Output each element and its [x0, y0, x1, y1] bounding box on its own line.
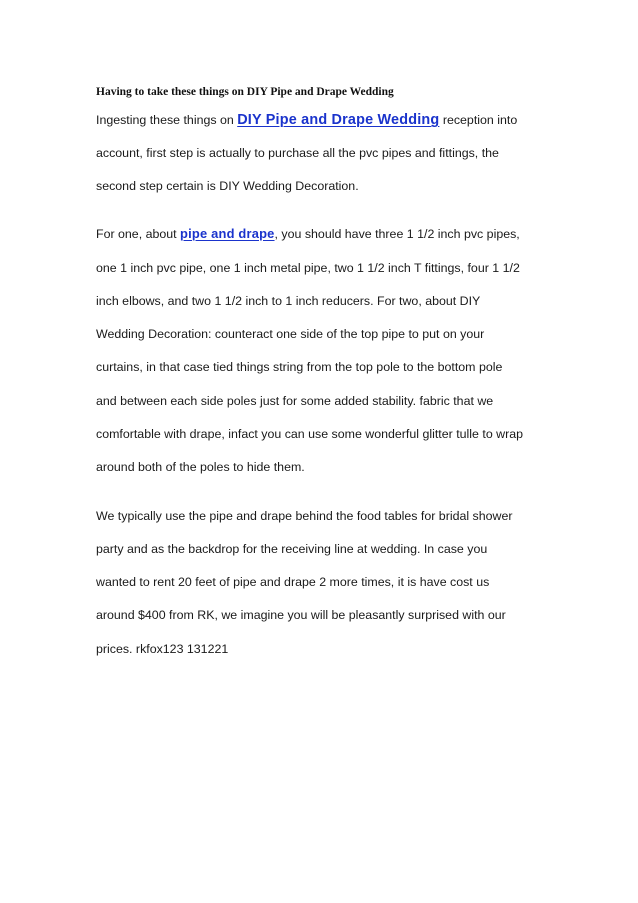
paragraph-2-line-1 — [96, 226, 520, 242]
paragraph-3-line-1: We typically use the pipe and drape behind the food tables for bridal shower — [96, 509, 513, 523]
diy-pipe-and-drape-wedding-link[interactable]: DIY Pipe and Drape Wedding — [237, 112, 440, 128]
paragraph-2-line-7: comfortable with drape, infact you can use some wonderful glitter tulle to wrap — [96, 427, 524, 441]
paragraph-2-line-8: around both of the poles to hide them. — [96, 460, 305, 474]
text-run: , you should have three 1 1/2 inch pvc pipes, — [274, 227, 520, 241]
paragraph-3-line-3: wanted to rent 20 feet of pipe and drape 2 more times, it is have cost us — [96, 575, 490, 589]
document-title: Having to take these things on DIY Pipe and Drape Wedding — [96, 86, 394, 98]
paragraph-3-line-4: around $400 from RK, we imagine you will be pleasantly surprised with our — [96, 608, 506, 622]
paragraph-2-line-2: one 1 inch pvc pipe, one 1 inch metal pipe, two 1 1/2 inch T fittings, four 1 1/2 — [96, 261, 520, 275]
text-run: reception into — [439, 113, 518, 127]
paragraph-3-line-2: party and as the backdrop for the receiving line at wedding. In case you — [96, 542, 488, 556]
paragraph-1-line-3: second step certain is DIY Wedding Decoration. — [96, 179, 359, 193]
paragraph-1-line-1 — [96, 112, 517, 128]
text-run: Ingesting these things on — [96, 113, 238, 127]
paragraph-2-line-4: Wedding Decoration: counteract one side of the top pipe to put on your — [96, 327, 485, 341]
paragraph-1-line-2: account, first step is actually to purchase all the pvc pipes and fittings, the — [96, 146, 499, 160]
paragraph-2-line-5: curtains, in that case tied things string from the top pole to the bottom pole — [96, 360, 503, 374]
paragraph-2-line-3: inch elbows, and two 1 1/2 inch to 1 inch reducers. For two, about DIY — [96, 294, 481, 308]
pipe-and-drape-link[interactable]: pipe and drape — [180, 226, 275, 241]
paragraph-3-line-5: prices. rkfox123 131221 — [96, 642, 229, 656]
text-run: For one, about — [96, 227, 181, 241]
paragraph-2-line-6: and between each side poles just for some added stability. fabric that we — [96, 394, 494, 408]
